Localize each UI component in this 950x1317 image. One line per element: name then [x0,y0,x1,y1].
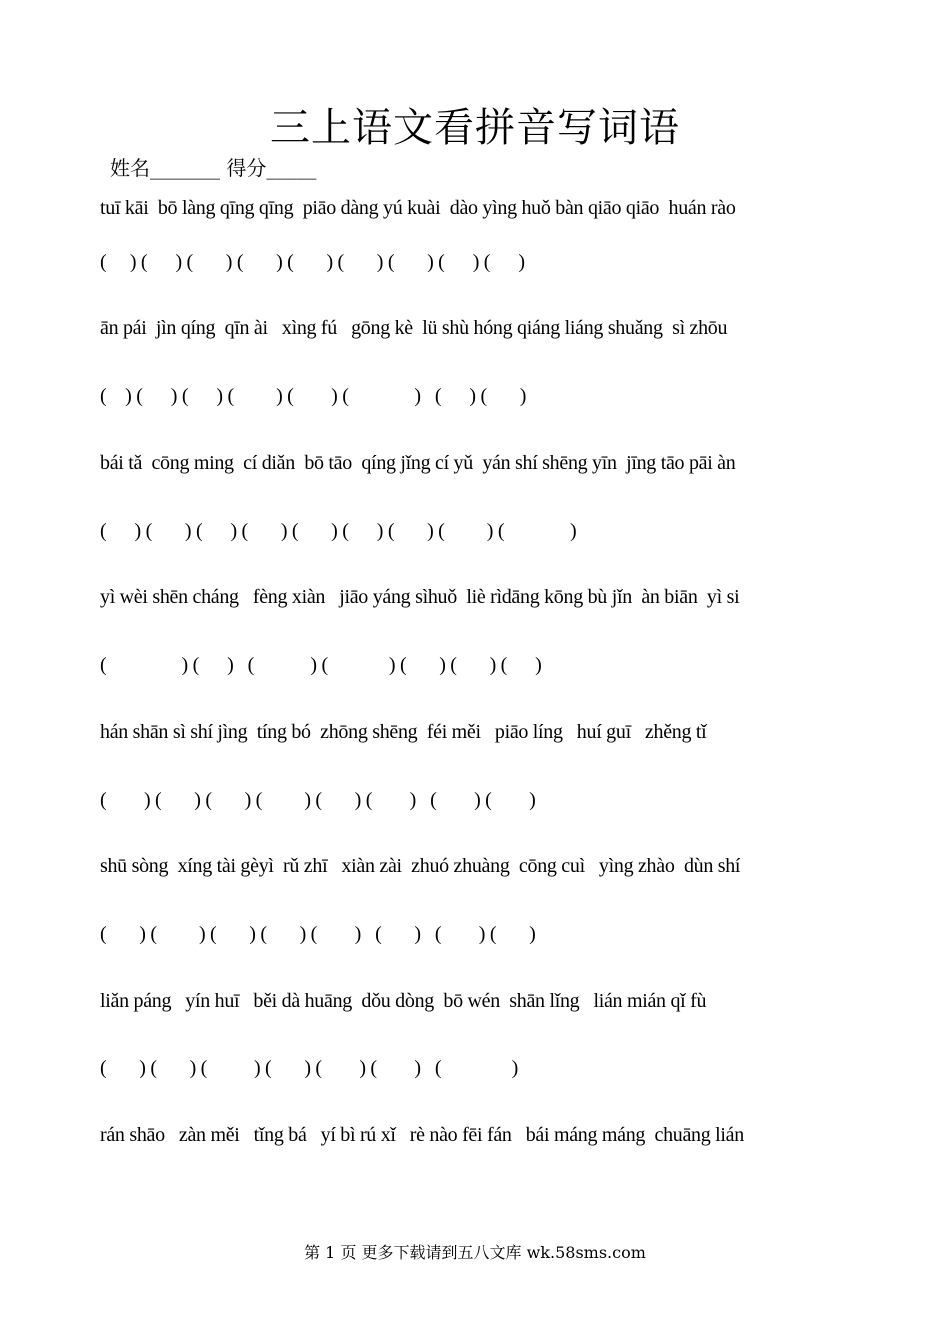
page-footer: 第 1 页 更多下载请到五八文库 wk.58sms.com [304,1243,646,1262]
answer-blanks-row-5: ( ) ( ) ( ) ( ) ( ) ( ) ( ) ( ) [100,789,536,811]
answer-blanks-row-2: ( ) ( ) ( ) ( ) ( ) ( ) ( ) ( ) [100,385,527,407]
pinyin-row-1: tuī kāi bō làng qīng qīng piāo dàng yú kuài dào yìng huǒ bàn qiāo qiāo huán rào [100,197,736,219]
answer-blanks-row-6: ( ) ( ) ( ) ( ) ( ) ( ) ( ) ( ) [100,923,536,945]
pinyin-row-6: shū sòng xíng tài gèyì rǔ zhī xiàn zài zhuó zhuàng cōng cuì yìng zhào dùn shí [100,855,741,877]
name-score-line: 姓名_______ 得分_____ [110,156,317,180]
answer-blanks-row-3: ( ) ( ) ( ) ( ) ( ) ( ) ( ) ( ) ( ) [100,520,577,542]
pinyin-row-5: hán shān sì shí jìng tíng bó zhōng shēng féi měi piāo líng huí guī zhěng tǐ [100,721,707,743]
answer-blanks-row-7: ( ) ( ) ( ) ( ) ( ) ( ) ( ) [100,1057,519,1079]
pinyin-row-7: liǎn páng yín huī běi dà huāng dǒu dòng bō wén shān lǐng lián mián qǐ fù [100,990,707,1012]
answer-blanks-row-1: ( ) ( ) ( ) ( ) ( ) ( ) ( ) ( ) ( ) [100,251,525,273]
pinyin-row-3: bái tǎ cōng ming cí diǎn bō tāo qíng jǐng cí yǔ yán shí shēng yīn jīng tāo pāi àn [100,452,736,474]
pinyin-row-4: yì wèi shēn cháng fèng xiàn jiāo yáng sìhuǒ liè rìdāng kōng bù jǐn àn biān yì si [100,586,740,608]
answer-blanks-row-4: ( ) ( ) ( ) ( ) ( ) ( ) ( ) [100,654,542,676]
pinyin-row-8: rán shāo zàn měi tǐng bá yí bì rú xǐ rè nào fēi fán bái máng máng chuāng lián [100,1124,744,1146]
pinyin-row-2: ān pái jìn qíng qīn ài xìng fú gōng kè lü shù hóng qiáng liáng shuǎng sì zhōu [100,317,728,339]
worksheet-title: 三上语文看拼音写词语 [270,105,680,151]
